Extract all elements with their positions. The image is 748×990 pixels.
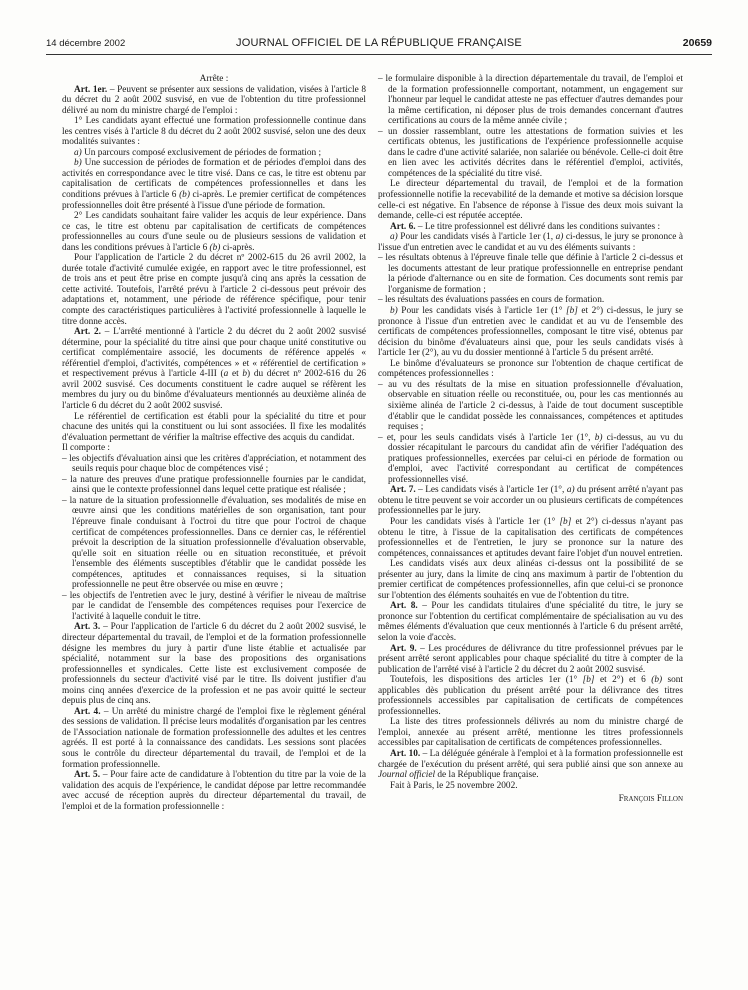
paragraph: b) Une succession de périodes de formation et de périodes d'emploi dans des activités en correspondance avec le titre visé. Dans ce cas, le titre est obtenu par capitalisation de certificats de compétences professionnelles et dans les conditions prévues à l'article 6 (b) ci-après. Le premier certificat de compétences professionnelles doit être présenté à l'issue d'une période de formation. — [62, 158, 366, 211]
journal-title: JOURNAL OFFICIEL DE LA RÉPUBLIQUE FRANÇAISE — [236, 37, 522, 49]
list-item: – les résultats des évaluations passées en cours de formation. — [378, 295, 605, 306]
paragraph: a) Un parcours composé exclusivement de périodes de formation ; — [74, 147, 322, 158]
article-5: Art. 5. – Pour faire acte de candidature à l'obtention du titre par la voie de la validation des acquis de l'expérience, le candidat dépose par lettre recommandée avec accusé de réception auprès du directeur départemental du travail, de l'emploi et de la formation professionnelle : — [62, 770, 367, 812]
article-6: Art. 6. – Le titre professionnel est délivré dans les conditions suivantes : — [390, 221, 661, 232]
right-column — [378, 74, 683, 805]
list-item: – un dossier rassemblant, outre les attestations de formation suivies et les certificats obtenus, les justifications de l'expérience professionnelle acquise dans le cadre d'une activité salariée, non salariée ou bénévole. Celle-ci doit être en lien avec les activités décrites dans le référentiel d'emploi, activités, compétences de la spécialité du titre visé. — [378, 126, 683, 179]
page-number: 20659 — [682, 37, 712, 49]
paragraph: Toutefois, les dispositions des articles 1er (1° [b] et 2°) et 6 (b) sont applicables dès publication du présent arrêté pour la délivrance des titres professionnels accessibles par capitalisation de certificats de compétences professionnelles. — [378, 675, 683, 717]
paragraph: Pour l'application de l'article 2 du décret nº 2002-615 du 26 avril 2002, la durée totale d'activité cumulée exigée, en rapport avec le titre professionnel, est de trois ans et peut être prise en compte jusqu'à cinq ans après la cessation de cette activité. Toutefois, l'arrêté prévu à l'article 2 ci-dessous peut prévoir des adaptations et, notamment, une période de référence spécifique, pour tenir compte des caractéristiques particulières à l'activité professionnelle à laquelle le titre donne accès. — [62, 253, 366, 327]
signatory: François Fillon — [618, 794, 683, 805]
article-1: Art. 1er. – Peuvent se présenter aux sessions de validation, visées à l'article 8 du décret du 2 août 2002 susvisé, en vue de l'obtention du titre professionnel délivré au nom du ministre chargé de l'emploi : — [62, 84, 366, 116]
article-label: Art. 10. — [390, 749, 421, 759]
list-item: – le formulaire disponible à la direction départementale du travail, de l'emploi et de la formation professionnelle comportant, notamment, un engagement sur l'honneur par lequel le candidat atteste ne pas effectuer d'autres demandes pour la même certification, ni déposer plus de trois demandes concernant d'autres certifications au cours de la même année civile ; — [378, 74, 683, 127]
paragraph: a) Pour les candidats visés à l'article 1er (1, a) ci-dessus, le jury se prononce à l'issue d'un entretien avec le candidat et au vu des éléments suivants : — [378, 232, 684, 253]
paragraph: La liste des titres professionnels délivrés au nom du ministre chargé de l'emploi, annexée au présent arrêté, mentionne les titres professionnels accessibles par capitalisation de certificats de compétences professionnelles. — [378, 717, 683, 749]
article-7: Art. 7. – Les candidats visés à l'article 1er (1°, a) du présent arrêté n'ayant pas obtenu le titre peuvent se voir accorder un ou plusieurs certificats de compétences professionnelles par le jury. — [378, 485, 683, 517]
list-item: – la nature des preuves d'une pratique professionnelle fournies par le candidat, ainsi que le contexte professionnel dans lequel cette pratique est réalisée ; — [62, 474, 366, 496]
paragraph: Le référentiel de certification est établi pour la spécialité du titre et pour chacune des unités qui la constituent ou lui sont associées. Il fixe les modalités d'évaluation permettant de vérifier la maîtrise effective des acquis du candidat. — [62, 411, 366, 443]
article-label: Art. 3. — [74, 622, 101, 633]
article-label: Art. 6. — [390, 221, 416, 232]
list-item: – les objectifs d'évaluation ainsi que les critères d'appréciation, et notamment des seuils requis pour chaque bloc de compétences visé ; — [62, 453, 366, 475]
article-label: Art. 4. — [74, 706, 101, 717]
paragraph: b) Pour les candidats visés à l'article 1er (1° [b] et 2°) ci-dessus, le jury se prononce à l'issue d'un entretien avec le candidat et au vu de l'ensemble des certificats de compétences professionnelles, composant le titre visé, obtenus par décision du binôme d'évaluateurs ainsi que, pour les seuls candidats visés à l'article 1er (2°), au vu du dossier mentionné à l'article 5 du présent arrêté. — [378, 306, 683, 359]
article-10: Art. 10. – La déléguée générale à l'emploi et à la formation professionnelle est chargée de l'exécution du présent arrêté, qui sera publié ainsi que son annexe au Journal officiel de la République française. — [378, 749, 683, 781]
list-item: – les résultats obtenus à l'épreuve finale telle que définie à l'article 2 ci-dessus et les documents attestant de leur pratique professionnelle en entreprise pendant la période d'alternance ou en site de formation. Ces documents sont remis par l'organisme de formation ; — [378, 253, 683, 295]
paragraph: Le directeur départemental du travail, de l'emploi et de la formation professionnelle notifie la recevabilité de la demande et motive sa décision lorsque celle-ci est négative. En l'absence de réponse à l'issue des deux mois suivant la demande, celle-ci est réputée acceptée. — [378, 179, 683, 222]
paragraph: 1° Les candidats ayant effectué une formation professionnelle continue dans les centres visés à l'article 8 du décret du 2 août 2002 susvisé, selon une des deux modalités suivantes : — [62, 116, 366, 148]
paragraph: Il comporte : — [62, 443, 111, 454]
article-label: Art. 5. — [74, 770, 101, 781]
article-9: Art. 9. – Les procédures de délivrance du titre professionnel prévues par le présent arrêté seront applicables pour chaque spécialité du titre à compter de la publication de l'arrêté visé à l'article 2 du décret du 2 août 2002 susvisé. — [378, 643, 683, 675]
article-label: Art. 8. — [390, 601, 418, 612]
list-item: – la nature de la situation professionnelle d'évaluation, ses modalités de mise en œuvre ainsi que les conditions matérielles de son organisation, tant pour l'épreuve finale conduisant à l'octroi du titre que pour l'octroi de chaque certificat de compétences professionnelles. Dans ce dernier cas, le référentiel prévoit la description de la situation professionnelle d'évaluation observable, qu'elle soit en situation réelle ou en situation reconstituée, et prévoit l'ensemble des éléments susceptibles d'établir que le candidat possède les compétences, aptitudes et connaissances requises, si la situation professionnelle ne peut être observée ou mise en œuvre ; — [62, 495, 366, 591]
article-label: Art. 1er. — [74, 84, 108, 95]
paragraph: Les candidats visés aux deux alinéas ci-dessus ont la possibilité de se présenter au jury, dans la limite de cinq ans maximum à partir de l'obtention du premier certificat de compétences professionnelles, afin que celui-ci se prononce sur l'obtention des éléments souhaités en vue de l'obtention du titre. — [378, 559, 683, 601]
closing-line: Fait à Paris, le 25 novembre 2002. — [390, 780, 518, 791]
article-label: Art. 7. — [390, 485, 416, 496]
paragraph: Le binôme d'évaluateurs se prononce sur l'obtention de chaque certificat de compétences professionnelles : — [378, 358, 683, 380]
header-date: 14 décembre 2002 — [46, 38, 126, 49]
article-2: Art. 2. – L'arrêté mentionné à l'article 2 du décret du 2 août 2002 susvisé détermine, pour la spécialité du titre ainsi que pour chaque unité constitutive ou certificat complémentaire associé, les documents de référence appelés « référentiel d'emploi, d'activités, compétences » et « référentiel de certification » et respectivement prévus à l'article 4-III (a et b) du décret nº 2002-616 du 26 avril 2002 susvisé. Ces documents constituent le cadre auquel se réfèrent les membres du jury ou du binôme d'évaluateurs mentionnés au deuxième alinéa de l'article 6 du décret du 2 août 2002 susvisé. — [62, 327, 367, 411]
article-label: Art. 2. — [74, 327, 101, 338]
list-item: – les objectifs de l'entretien avec le jury, destiné à vérifier le niveau de maîtrise par le candidat de l'ensemble des compétences requises pour l'exercice de l'activité à laquelle conduit le titre. — [62, 590, 366, 622]
page-header — [46, 36, 712, 55]
paragraph: Pour les candidats visés à l'article 1er (1° [b] et 2°) ci-dessus n'ayant pas obtenu le titre, à l'issue de la capitalisation des certificats de compétences professionnelles et de l'entretien, le jury se prononce sur la nature des compétences, connaissances et aptitudes devant faire l'objet d'un nouvel entretien. — [378, 516, 683, 559]
article-3: Art. 3. – Pour l'application de l'article 6 du décret du 2 août 2002 susvisé, le directeur départemental du travail, de l'emploi et de la formation professionnelle désigne les membres du jury à partir d'une liste établie et actualisée par spécialité, notamment sur la base des propositions des organisations professionnelles et syndicales. Cette liste est exclusivement composée de professionnels du secteur d'activité visé par le titre. Ils doivent justifier d'au moins cinq années d'exercice de la profession et ne pas avoir quitté le secteur depuis plus de cinq ans. — [62, 622, 366, 707]
article-8: Art. 8. – Pour les candidats titulaires d'une spécialité du titre, le jury se prononce sur l'obtention du certificat complémentaire de spécialisation au vu des mêmes éléments d'évaluation que ceux mentionnés à l'article 6 du présent arrêté, selon la voie d'accès. — [378, 601, 683, 643]
arrete-heading: Arrête : — [199, 74, 229, 84]
list-item: – au vu des résultats de la mise en situation professionnelle d'évaluation, observable en situation réelle ou reconstituée, ou, pour les cas mentionnés au sixième alinéa de l'article 2 ci-dessus, à l'aide de tout document susceptible d'établir que le candidat possède les connaissances, compétences et aptitudes requises ; — [378, 379, 683, 433]
paragraph: 2° Les candidats souhaitant faire valider les acquis de leur expérience. Dans ce cas, le titre est obtenu par capitalisation de certificats de compétences professionnelles au cours d'une seule ou de plusieurs sessions de validation et dans les conditions prévues à l'article 6 (b) ci-après. — [62, 211, 366, 253]
left-column — [62, 74, 366, 812]
article-label: Art. 9. — [390, 643, 417, 654]
article-4: Art. 4. – Un arrêté du ministre chargé de l'emploi fixe le règlement général des sessions de validation. Il précise leurs modalités d'organisation par les centres de l'Association nationale de formation professionnelle des adultes et les centres agréés. Il est porté à la connaissance des candidats. Les sessions sont placées sous le contrôle du directeur départemental du travail, de l'emploi et de la formation professionnelle. — [62, 706, 367, 770]
list-item: – et, pour les seuls candidats visés à l'article 1er (1°, b) ci-dessus, au vu du dossier récapitulant le parcours du candidat afin de vérifier l'adéquation des pratiques professionnelles, exercées par celui-ci en période de formation ou d'emploi, avec l'activité correspondant au certificat de compétences professionnelles visé. — [378, 432, 683, 485]
